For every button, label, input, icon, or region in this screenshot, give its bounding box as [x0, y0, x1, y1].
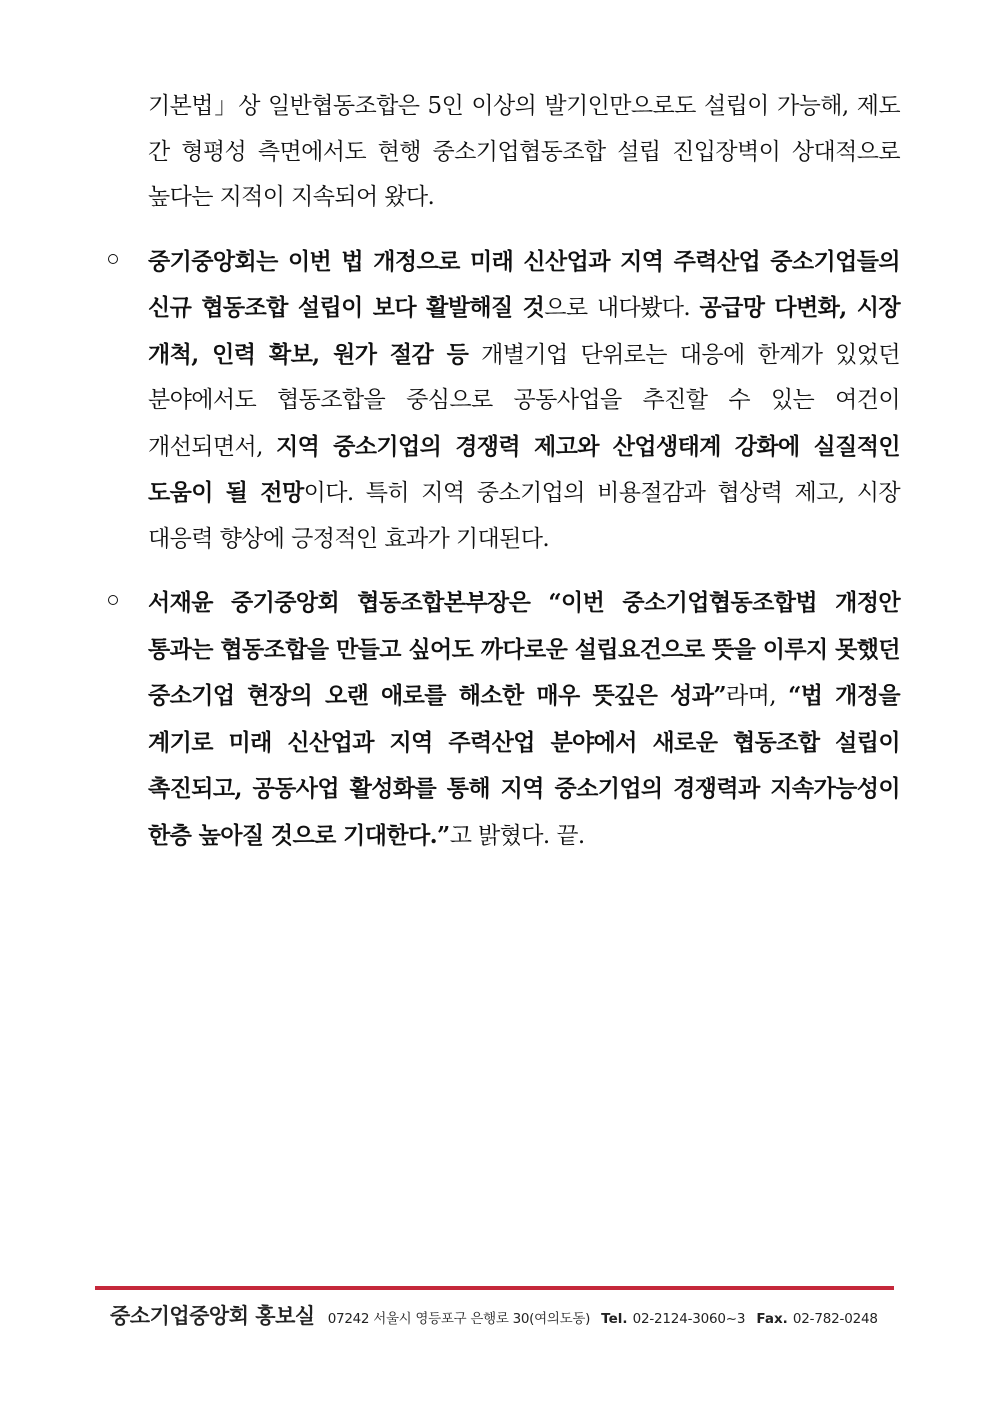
body-text: 고 밝혔다. 끝. [449, 822, 585, 849]
circle-bullet-icon [108, 254, 118, 264]
circle-bullet-icon [108, 595, 118, 605]
footer-fax: 02-782-0248 [792, 1311, 878, 1327]
document-body [108, 84, 900, 877]
emphasis-text: 중기중앙회는 이번 법 개정으로 미래 신산업과 지역 주력산업 중소기업들의 신규 협동조합 설립이 보다 활발해질 것 [148, 247, 900, 321]
body-text: 이다. 특히 지역 중소기업의 비용절감과 협상력 제고, 시장 대응력 향상에 긍정적인 효과가 기대된다. [148, 480, 900, 552]
body-text: 으로 내다봤다. [544, 295, 700, 321]
emphasis-text: 공급망 다변화, 시장 개척, 인력 확보, 원가 절감 등 [148, 294, 900, 368]
footer-divider [95, 1286, 894, 1290]
footer-fax-label: Fax. [756, 1311, 788, 1327]
footer-tel: 02-2124-3060~3 [632, 1311, 746, 1327]
footer-tel-label: Tel. [601, 1311, 628, 1327]
bullet-paragraph-2 [108, 580, 900, 859]
body-text: 개별기업 단위로는 대응에 한계가 있었던 분야에서도 협동조합을 중심으로 공동사업을 추진할 수 있는 여건이 개선되면서, [148, 341, 900, 460]
footer [110, 1300, 878, 1330]
footer-organization: 중소기업중앙회 홍보실 [110, 1304, 315, 1328]
bullet-paragraph-1 [108, 239, 900, 563]
body-text: 라며, [725, 683, 789, 709]
footer-address: 07242 서울시 영등포구 은행로 30(여의도동) [327, 1311, 591, 1327]
quote-text: “법 개정을 계기로 미래 신산업과 지역 주력산업 분야에서 새로운 협동조합 설립이 촉진되고, 공동사업 활성화를 통해 지역 중소기업의 경쟁력과 지속가능성이 한층 높아질 것으로 기대한다.” [148, 682, 900, 849]
continuation-paragraph: 기본법」상 일반협동조합은 5인 이상의 발기인만으로도 설립이 가능해, 제도 간 형평성 측면에서도 현행 중소기업협동조합 설립 진입장벽이 상대적으로 높다는 지적이 지속되어 왔다. [148, 93, 900, 210]
quote-text: 서재윤 중기중앙회 협동조합본부장은 “이번 중소기업협동조합법 개정안 통과는 협동조합을 만들고 싶어도 까다로운 설립요건으로 뜻을 이루지 못했던 중소기업 현장의 오랜 애로를 해소한 매우 뜻깊은 성과” [148, 589, 900, 709]
emphasis-text: 지역 중소기업의 경쟁력 제고와 산업생태계 강화에 실질적인 도움이 될 전망 [148, 432, 900, 506]
